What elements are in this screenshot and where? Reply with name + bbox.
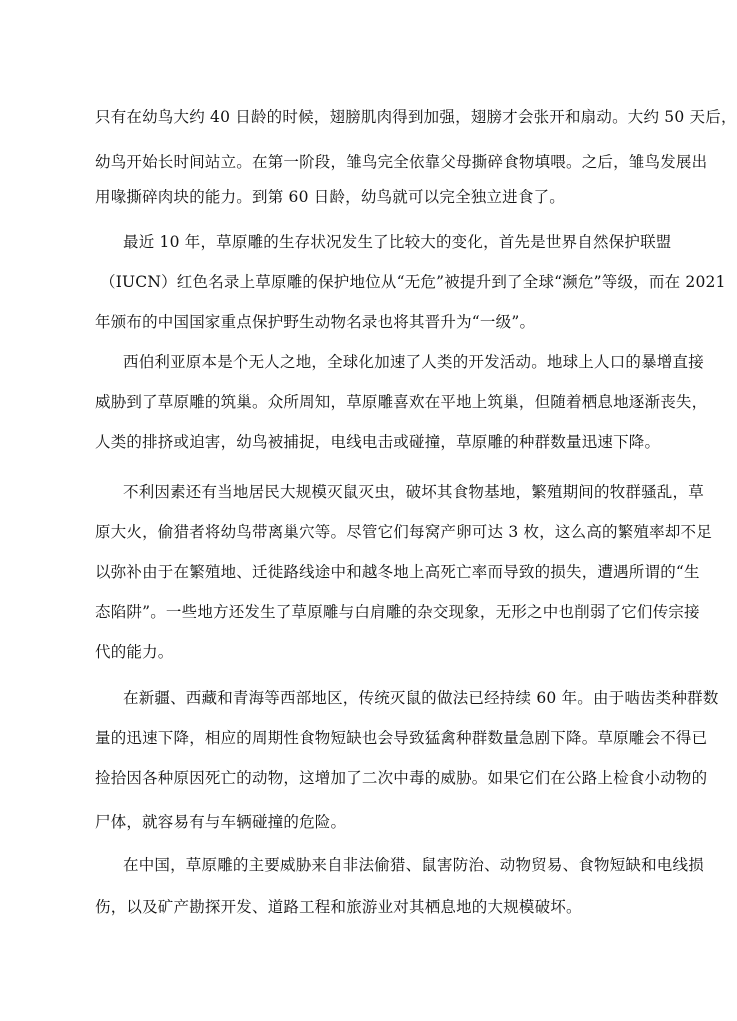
paragraph-first-line: 在中国，草原雕的主要威胁来自非法偷猎、鼠害防治、动物贸易、食物短缺和电线损: [123, 856, 704, 874]
text-line: 年颁布的中国国家重点保护野生动物名录也将其晋升为“一级”。: [95, 313, 536, 331]
text-line: 代的能力。: [95, 643, 174, 661]
text-line: 态陷阱”。一些地方还发生了草原雕与白肩雕的杂交现象，无形之中也削弱了它们传宗接: [95, 603, 700, 621]
text-line: 伤，以及矿产勘探开发、道路工程和旅游业对其栖息地的大规模破坏。: [95, 898, 582, 916]
text-line: 以弥补由于在繁殖地、迁徙路线途中和越冬地上高死亡率而导致的损失，遭遇所谓的“生: [95, 563, 700, 581]
text-line: 人类的排挤或迫害，幼鸟被捕捉，电线电击或碰撞，草原雕的种群数量迅速下降。: [95, 433, 661, 451]
paragraph-first-line: 西伯利亚原本是个无人之地，全球化加速了人类的开发活动。地球上人口的暴增直接: [123, 353, 704, 371]
text-line: 捡拾因各种原因死亡的动物，这增加了二次中毒的威胁。如果它们在公路上检食小动物的: [95, 769, 708, 787]
text-line: 原大火，偷猎者将幼鸟带离巢穴等。尽管它们每窝产卵可达 3 枚，这么高的繁殖率却不足: [95, 523, 712, 541]
text-line: 只有在幼鸟大约 40 日龄的时候，翅膀肌肉得到加强，翅膀才会张开和扇动。大约 50 天后，: [95, 108, 737, 126]
text-line: 尸体，就容易有与车辆碰撞的危险。: [95, 813, 347, 831]
text-line: 幼鸟开始长时间站立。在第一阶段，雏鸟完全依靠父母撕碎食物填喂。之后，雏鸟发展出: [95, 153, 708, 171]
text-line: 用喙撕碎肉块的能力。到第 60 日龄，幼鸟就可以完全独立进食了。: [95, 188, 565, 206]
paragraph-first-line: 不利因素还有当地居民大规模灭鼠灭虫，破坏其食物基地，繁殖期间的牧群骚乱，草: [123, 483, 704, 501]
text-line: 威胁到了草原雕的筑巢。众所周知，草原雕喜欢在平地上筑巢，但随着栖息地逐渐丧失，: [95, 393, 708, 411]
text-line: （IUCN）红色名录上草原雕的保护地位从“无危”被提升到了全球“濒危”等级，而在 2021: [100, 273, 726, 291]
paragraph-first-line: 最近 10 年，草原雕的生存状况发生了比较大的变化，首先是世界自然保护联盟: [123, 233, 672, 251]
text-line: 量的迅速下降，相应的周期性食物短缺也会导致猛禽种群数量急剧下降。草原雕会不得已: [95, 729, 708, 747]
paragraph-first-line: 在新疆、西藏和青海等西部地区，传统灭鼠的做法已经持续 60 年。由于啮齿类种群数: [123, 689, 719, 707]
